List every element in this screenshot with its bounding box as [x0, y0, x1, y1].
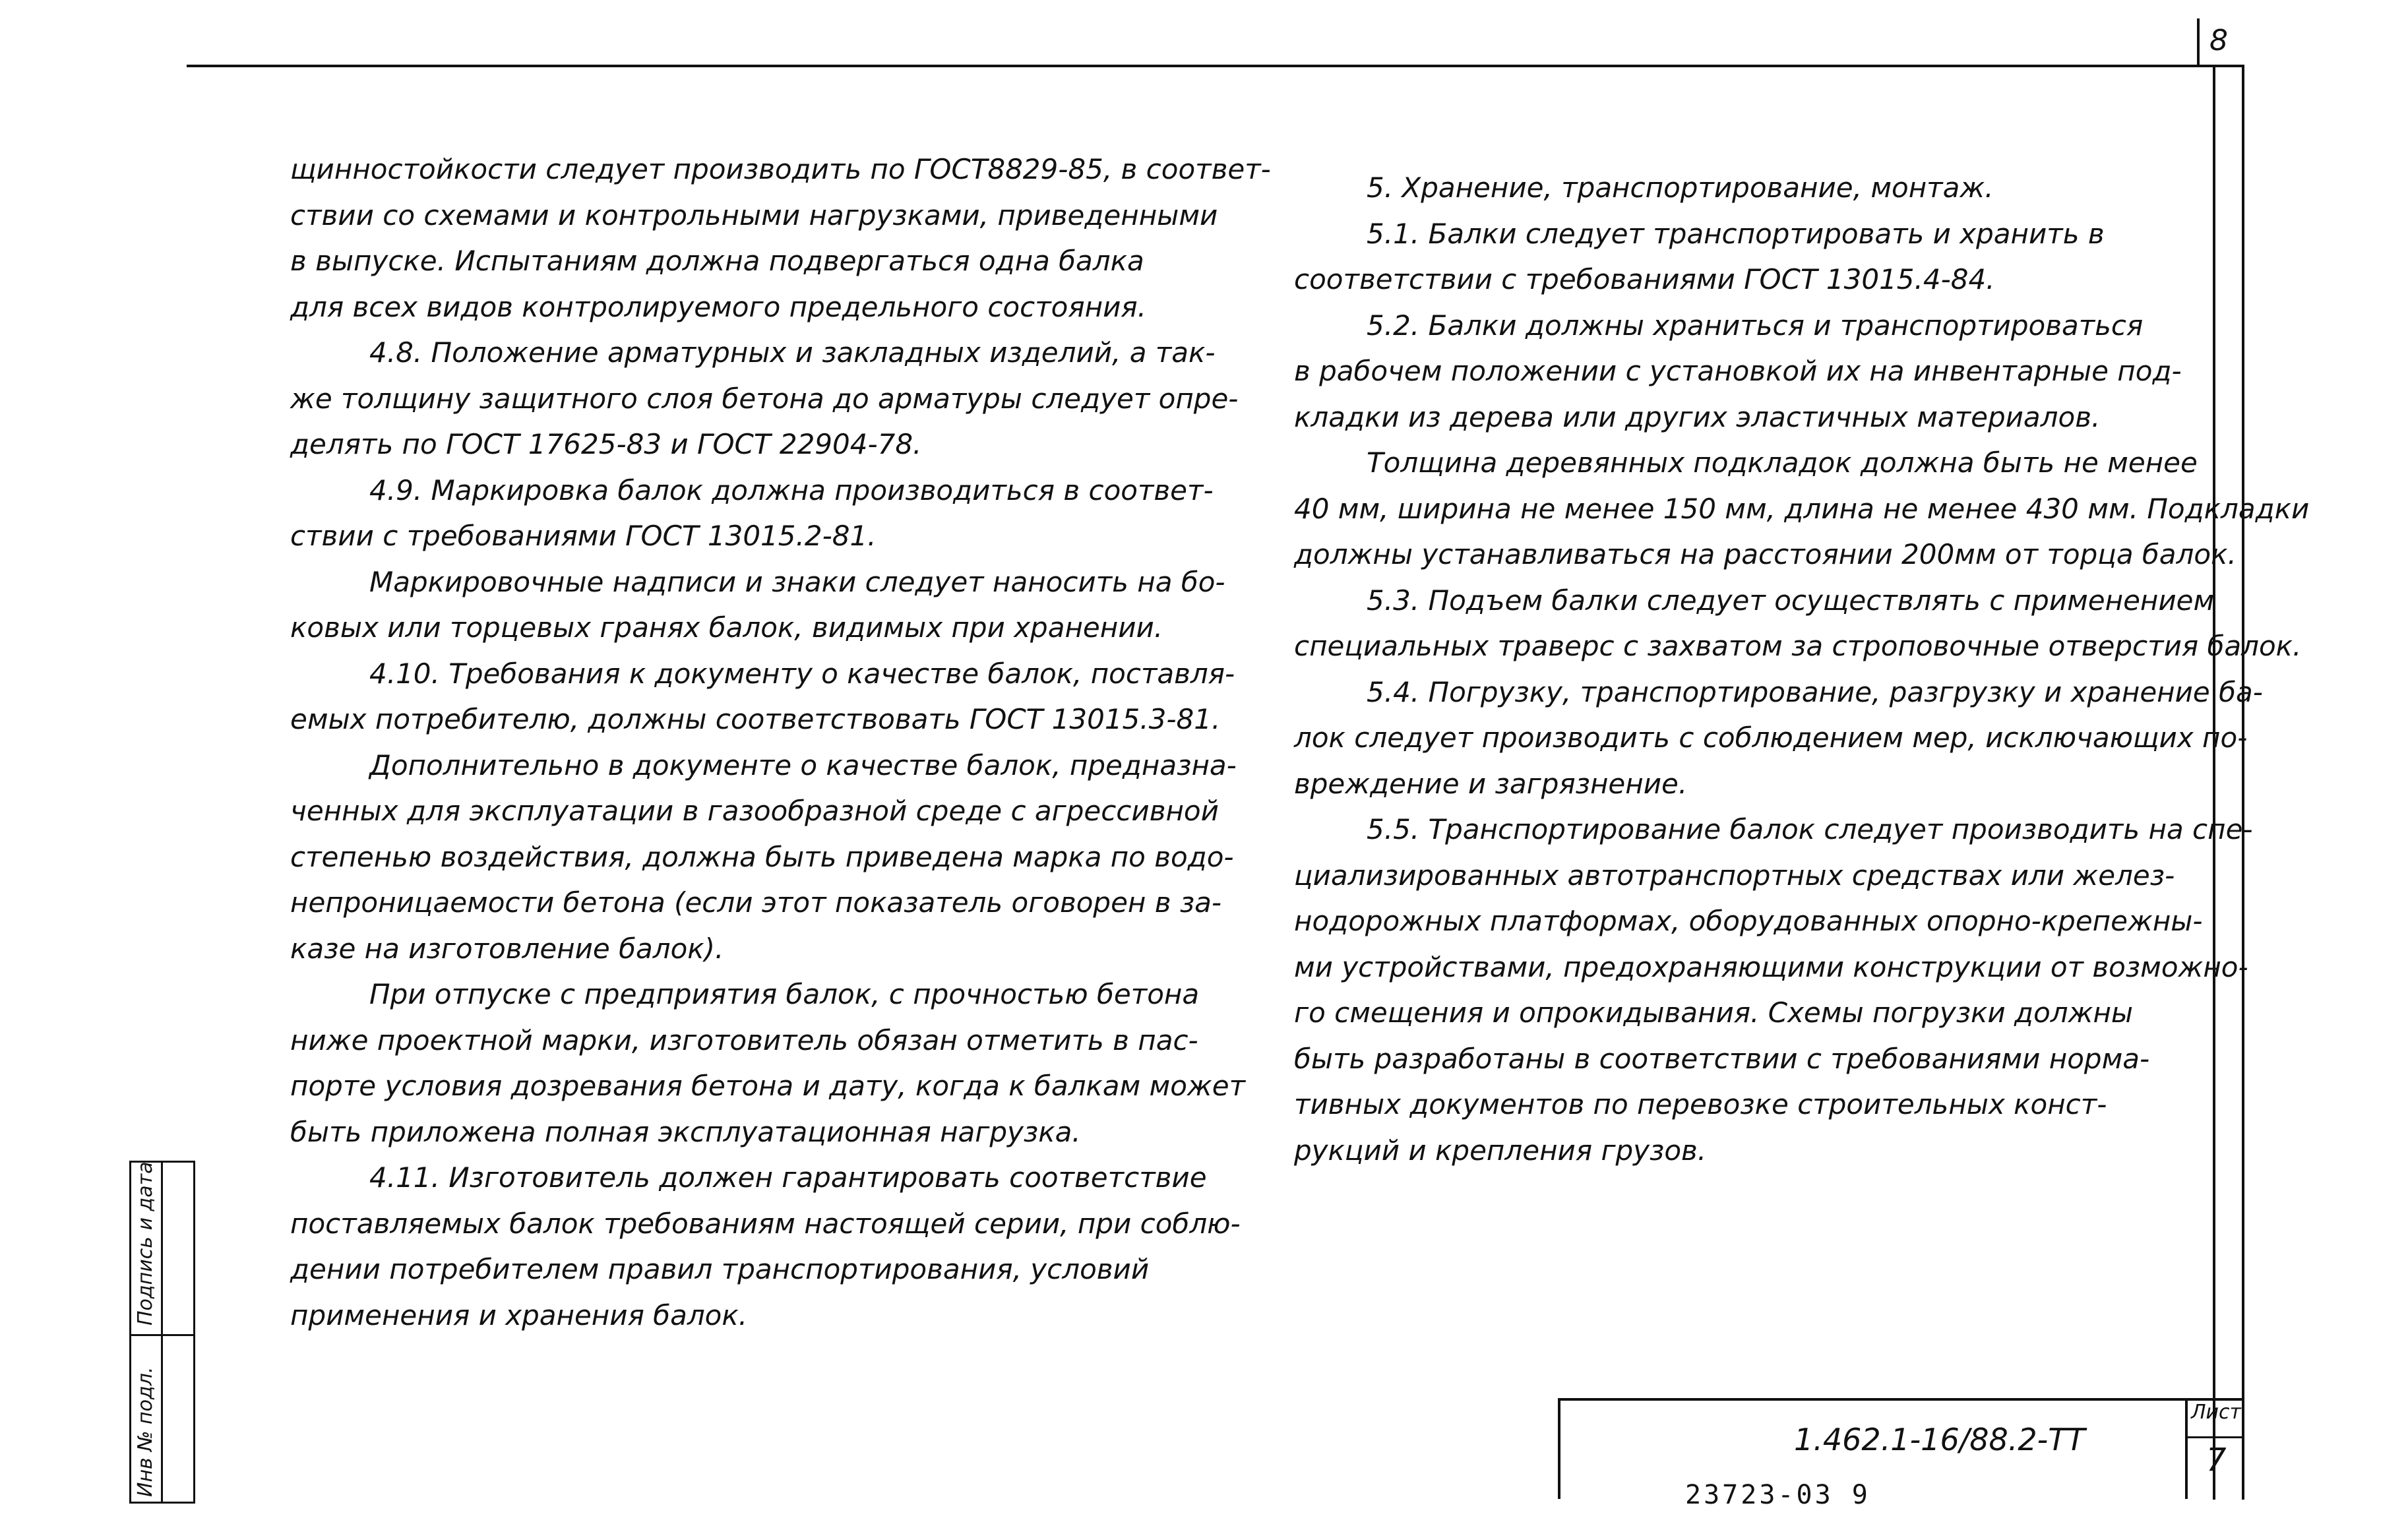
- text-line: ковых или торцевых гранях балок, видимых при хранении.: [290, 611, 1163, 644]
- text-line: в рабочем положении с установкой их на инвентарные под-: [1294, 355, 2182, 387]
- text-line: 5. Хранение, транспортирование, монтаж.: [1367, 171, 1994, 204]
- text-line: ми устройствами, предохраняющими конструкции от возможно-: [1294, 950, 2248, 983]
- text-line: для всех видов контролируемого предельного состояния.: [290, 290, 1147, 323]
- text-line: щинностойкости следует производить по ГОСТ8829-85, в соответ-: [290, 153, 1271, 185]
- text-line: кладки из дерева или других эластичных материалов.: [1294, 400, 2101, 433]
- left-text-column: [290, 146, 1271, 1338]
- text-line: в выпуске. Испытаниям должна подвергаться одна балка: [290, 245, 1144, 277]
- text-line: Дополнительно в документе о качестве балок, предназна-: [369, 748, 1237, 781]
- text-line: ствии со схемами и контрольными нагрузками, приведенными: [290, 198, 1218, 231]
- text-line: казе на изготовление балок).: [290, 932, 724, 965]
- text-line: быть разработаны в соответствии с требованиями норма-: [1294, 1042, 2150, 1075]
- sheet-number: 7: [2206, 1442, 2227, 1479]
- text-line: же толщину защитного слоя бетона до арматуры следует опре-: [290, 382, 1239, 415]
- text-line: нодорожных платформах, оборудованных опорно-крепежны-: [1294, 905, 2203, 937]
- text-line: Маркировочные надписи и знаки следует наносить на бо-: [369, 565, 1225, 598]
- stamp-row-line: [131, 1334, 193, 1336]
- right-text-column: [1294, 165, 2310, 1173]
- stamp-inv-label: Инв № подл.: [134, 1366, 157, 1497]
- text-line: ствии с требованиями ГОСТ 13015.2-81.: [290, 520, 877, 552]
- text-line: 5.4. Погрузку, транспортирование, разгрузку и хранение ба-: [1367, 675, 2263, 708]
- text-line: должны устанавливаться на расстоянии 200мм от торца балок.: [1294, 538, 2237, 570]
- text-line: 4.8. Положение арматурных и закладных изделий, а так-: [369, 336, 1216, 369]
- text-line: циализированных автотранспортных средствах или желез-: [1294, 859, 2175, 892]
- text-line: 5.5. Транспортирование балок следует производить на спе-: [1367, 813, 2253, 845]
- sheet-label: Лист: [2191, 1401, 2242, 1424]
- text-line: специальных траверс с захватом за строповочные отверстия балок.: [1294, 630, 2302, 662]
- corner-sheet-number: 8: [2209, 24, 2228, 57]
- text-line: емых потребителю, должны соответствовать ГОСТ 13015.3-81.: [290, 703, 1221, 735]
- text-line: го смещения и опрокидывания. Схемы погрузки должны: [1294, 996, 2134, 1029]
- text-line: 5.1. Балки следует транспортировать и хранить в: [1367, 217, 2105, 250]
- text-line: делять по ГОСТ 17625-83 и ГОСТ 22904-78.: [290, 428, 922, 460]
- text-line: порте условия дозревания бетона и дату, когда к балкам может: [290, 1070, 1246, 1102]
- text-line: 40 мм, ширина не менее 150 мм, длина не менее 430 мм. Подкладки: [1294, 492, 2310, 525]
- text-line: 4.9. Маркировка балок должна производиться в соответ-: [369, 473, 1214, 506]
- text-line: степенью воздействия, должна быть приведена марка по водо-: [290, 840, 1234, 873]
- text-line: непроницаемости бетона (если этот показатель оговорен в за-: [290, 886, 1222, 919]
- text-line: тивных документов по перевозке строительных конст-: [1294, 1088, 2107, 1120]
- text-line: ниже проектной марки, изготовитель обязан отметить в пас-: [290, 1023, 1198, 1056]
- text-line: поставляемых балок требованиям настоящей серии, при соблю-: [290, 1207, 1241, 1240]
- text-line: При отпуске с предприятия балок, с прочностью бетона: [369, 978, 1200, 1010]
- text-line: 4.10. Требования к документу о качестве балок, поставля-: [369, 657, 1235, 690]
- text-line: 5.3. Подъем балки следует осуществлять с применением: [1367, 584, 2215, 617]
- text-line: применения и хранения балок.: [290, 1298, 748, 1331]
- text-line: вреждение и загрязнение.: [1294, 767, 1688, 800]
- text-line: ченных для эксплуатации в газообразной среде с агрессивной: [290, 795, 1219, 827]
- text-line: быть приложена полная эксплуатационная нагрузка.: [290, 1115, 1081, 1148]
- text-line: 4.11. Изготовитель должен гарантировать соответствие: [369, 1161, 1207, 1194]
- document-code: 1.462.1-16/88.2-ТТ: [1794, 1422, 2085, 1457]
- text-line: Толщина деревянных подкладок должна быть не менее: [1367, 446, 2198, 479]
- text-line: дении потребителем правил транспортирования, условий: [290, 1253, 1150, 1285]
- archive-code: 23723-03 9: [1685, 1480, 1870, 1510]
- stamp-sign-label: Подпись и дата: [134, 1161, 157, 1326]
- text-line: соответствии с требованиями ГОСТ 13015.4-84.: [1294, 263, 1995, 295]
- text-line: рукций и крепления грузов.: [1294, 1134, 1707, 1167]
- text-line: 5.2. Балки должны храниться и транспортироваться: [1367, 309, 2144, 342]
- text-line: лок следует производить с соблюдением мер, исключающих по-: [1294, 721, 2248, 754]
